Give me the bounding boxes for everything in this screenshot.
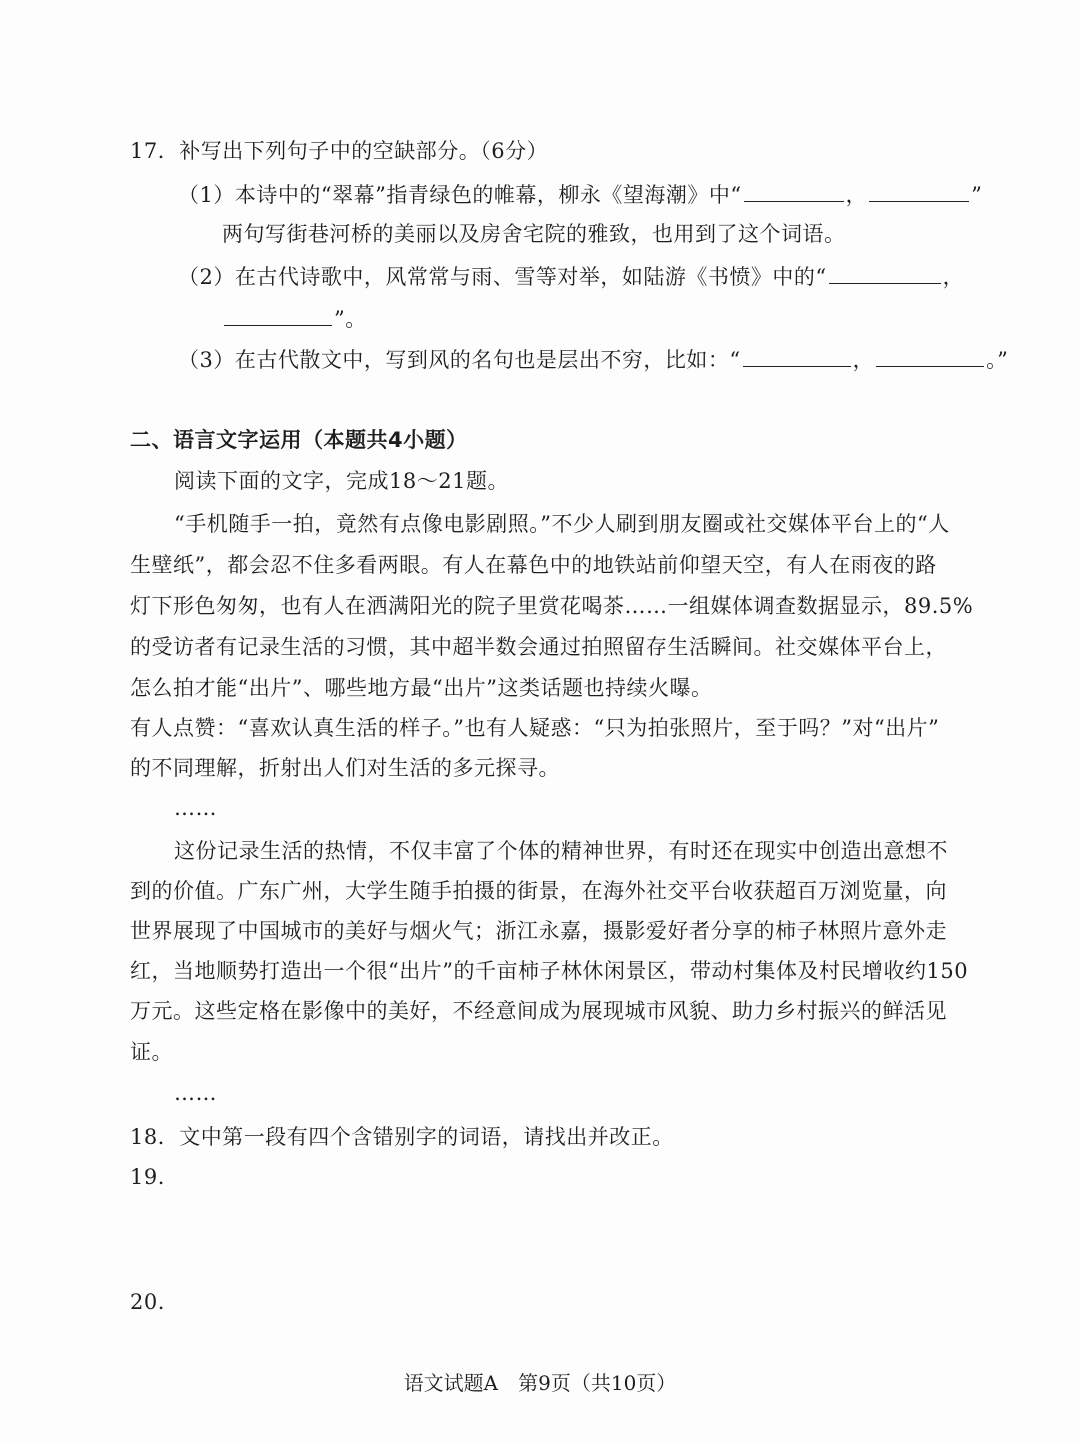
q17-item1-line2: 两句写街巷河桥的美丽以及房舍宅院的雅致，也用到了这个词语。 bbox=[222, 222, 846, 246]
answer-blank[interactable] bbox=[869, 181, 969, 202]
para3-line: 证。 bbox=[130, 1040, 173, 1064]
para3-line: 到的价值。广东广州，大学生随手拍摄的街景，在海外社交平台收获超百万浏览量，向 bbox=[130, 879, 947, 903]
reading-instruction: 阅读下面的文字，完成18～21题。 bbox=[174, 469, 509, 493]
q17-item2-line2 bbox=[222, 304, 367, 334]
q17-item1-line1 bbox=[178, 180, 982, 210]
para2-line: 的不同理解，折射出人们对生活的多元探寻。 bbox=[130, 756, 560, 780]
answer-blank[interactable] bbox=[743, 346, 851, 367]
q17-item3-text: （3）在古代散文中，写到风的名句也是层出不穷，比如：“ bbox=[178, 348, 741, 372]
para1-line: 的受访者有记录生活的习惯，其中超半数会通过拍照留存生活瞬间。社交媒体平台上， bbox=[130, 635, 947, 659]
q17-item3-end: 。” bbox=[986, 348, 1009, 372]
answer-blank[interactable] bbox=[224, 305, 332, 326]
q17-item2-end: ”。 bbox=[334, 307, 367, 331]
section2-heading: 二、语言文字运用（本题共4小题） bbox=[130, 428, 468, 452]
q17-item2-line1 bbox=[178, 262, 964, 292]
para3-line: 世界展现了中国城市的美好与烟火气；浙江永嘉，摄影爱好者分享的柿子林照片意外走 bbox=[130, 919, 947, 943]
ellipsis: …… bbox=[174, 796, 217, 820]
q20-number: 20. bbox=[130, 1290, 165, 1314]
ellipsis: …… bbox=[174, 1081, 217, 1105]
q17-item3-separator: ， bbox=[852, 348, 875, 372]
para1-line: 灯下形色匆匆，也有人在洒满阳光的院子里赏花喝茶……一组媒体调查数据显示，89.5% bbox=[130, 594, 974, 618]
q18-text: 18．文中第一段有四个含错别字的词语，请找出并改正。 bbox=[130, 1125, 674, 1149]
q17-item1-text: （1）本诗中的“翠幕”指青绿色的帷幕，柳永《望海潮》中“ bbox=[178, 183, 742, 207]
answer-blank[interactable] bbox=[829, 263, 941, 284]
para1-line: “手机随手一拍，竟然有点像电影剧照。”不少人刷到朋友圈或社交媒体平台上的“人 bbox=[174, 512, 950, 536]
page-footer: 语文试题A 第9页（共10页） bbox=[403, 1371, 677, 1395]
q17-title: 17．补写出下列句子中的空缺部分。（6分） bbox=[130, 139, 549, 163]
q17-item1-separator: ， bbox=[845, 183, 868, 207]
para2-line: 有人点赞：“喜欢认真生活的样子。”也有人疑惑：“只为拍张照片，至于吗？”对“出片” bbox=[130, 716, 940, 740]
q17-item3-line1 bbox=[178, 345, 1008, 375]
q19-number: 19. bbox=[130, 1165, 165, 1189]
para3-line: 万元。这些定格在影像中的美好，不经意间成为展现城市风貌、助力乡村振兴的鲜活见 bbox=[130, 999, 947, 1023]
q17-item1-end: ” bbox=[971, 183, 983, 207]
q17-item2-separator: ， bbox=[942, 265, 965, 289]
para1-line: 怎么拍才能“出片”、哪些地方最“出片”这类话题也持续火曝。 bbox=[130, 676, 713, 700]
answer-blank[interactable] bbox=[876, 346, 984, 367]
answer-blank[interactable] bbox=[744, 181, 844, 202]
q17-item2-text: （2）在古代诗歌中，风常常与雨、雪等对举，如陆游《书愤》中的“ bbox=[178, 265, 827, 289]
para3-line: 这份记录生活的热情，不仅丰富了个体的精神世界，有时还在现实中创造出意想不 bbox=[174, 839, 948, 863]
para3-line: 红，当地顺势打造出一个很“出片”的千亩柿子林休闲景区，带动村集体及村民增收约150 bbox=[130, 959, 969, 983]
para1-line: 生壁纸”，都会忍不住多看两眼。有人在幕色中的地铁站前仰望天空，有人在雨夜的路 bbox=[130, 553, 937, 577]
